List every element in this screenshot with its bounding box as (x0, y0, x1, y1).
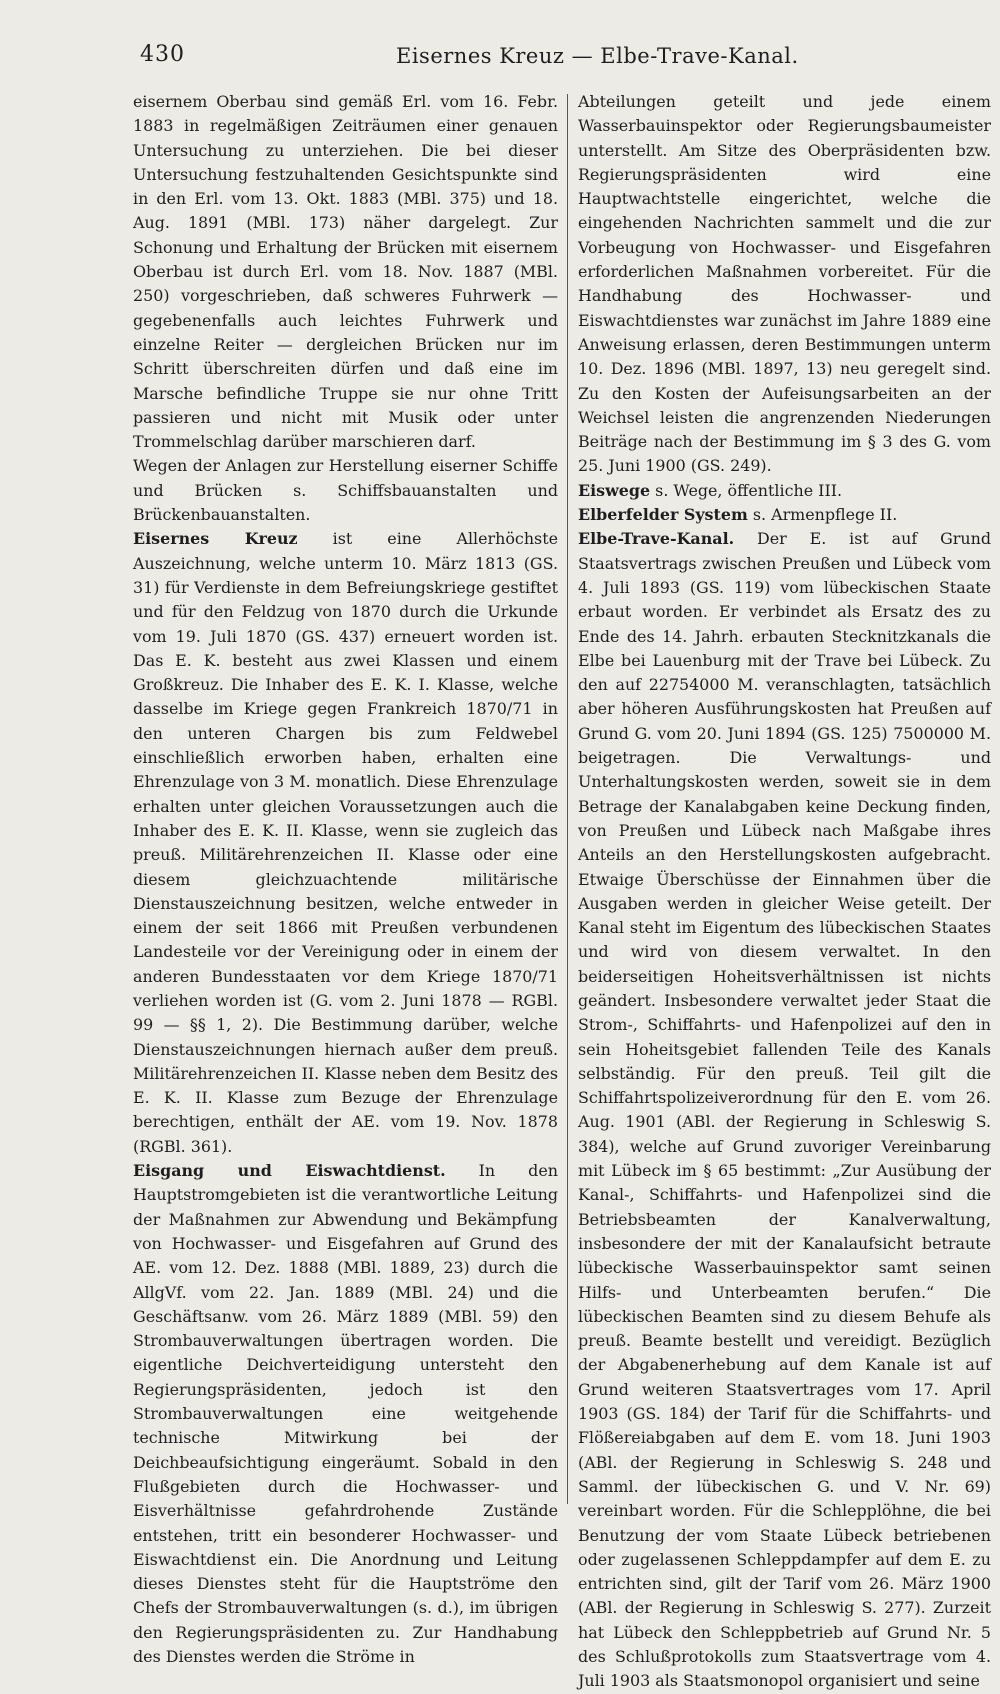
page-number: 430 (140, 42, 185, 67)
entry-keyword: Elberfelder System (578, 505, 748, 525)
left-column (133, 90, 559, 1666)
entry-eiswege (578, 479, 991, 503)
running-title: Eisernes Kreuz — Elbe-Trave-Kanal. (396, 44, 799, 68)
entry-keyword: Eisernes Kreuz (133, 529, 298, 549)
entry-text: Der E. ist auf Grund Staatsvertrags zwischen Preußen und Lübeck vom 4. Juli 1893 (GS. 119) vom lübeckischen Staate erbaut worden. Er verbindet als Ersatz des zu Ende des 14. Jahrh. erbauten Stecknitzkanals die Elbe bei Lauenburg mit der Trave bei Lübeck. Zu den auf 22754000 M. veranschlagten, tatsächlich aber höheren Ausführungskosten hat Preußen auf Grund G. vom 20. Juni 1894 (GS. 125) 7500000 M. beigetragen. Die Verwaltungs- und Unterhaltungskosten werden, soweit sie in dem Betrage der Kanalabgaben keine Deckung finden, von Preußen und Lübeck nach Maßgabe ihres Anteils an den Herstellungskosten aufgebracht. Etwaige Überschüsse der Einnahmen über die Ausgaben werden in gleicher Weise geteilt. Der Kanal steht im Eigentum des lübeckischen Staates und wird von diesem verwaltet. In den beiderseitigen Hoheitsverhältnissen ist nichts geändert. Insbesondere verwaltet jeder Staat die Strom-, Schiffahrts- und Hafenpolizei auf den in sein Hoheitsgebiet fallenden Teile des Kanals selbständig. Für den preuß. Teil gilt die Schiffahrtspolizeiverordnung für den E. vom 26. Aug. 1901 (ABl. der Regierung in Schleswig S. 384), welche auf Grund zuvoriger Vereinbarung mit Lübeck im § 65 bestimmt: „Zur Ausübung der Kanal-, Schiffahrts- und Hafenpolizei sind die Betriebsbeamten der Kanalverwaltung, insbesondere der mit der Kanalaufsicht betraute lübeckische Wasserbauinspektor samt seinen Hilfs- und Unterbeamten berufen.“ Die lübeckischen Beamten sind zu diesem Behufe als preuß. Beamte bestellt und vereidigt. Bezüglich der Abgabenerhebung auf dem Kanale ist auf Grund weiteren Staatsvertrages vom 17. April 1903 (GS. 184) der Tarif für die Schiffahrts- und Flößereiabgaben auf dem E. vom 18. Juni 1903 (ABl. der Regierung in Schleswig S. 248 und Samml. der lübeckischen G. und V. Nr. 69) vereinbart worden. Für die Schlepplöhne, die bei Benutzung der vom Staate Lübeck betriebenen oder zugelassenen Schleppdampfer auf dem E. zu entrichten sind, gilt der Tarif vom 26. März 1900 (ABl. der Regierung in Schleswig S. 277). Zurzeit hat Lübeck den Schleppbetrieb auf Grund Nr. 5 des Schlußprotokolls zum Staatsvertrage vom 4. Juli 1903 als Staatsmonopol organisiert und seine (578, 529, 991, 1691)
entry-eisgang (133, 1159, 558, 1669)
entry-text: In den Hauptstromgebieten ist die verantwortliche Leitung der Maßnahmen zur Abwendung und Bekämpfung von Hochwasser- und Eisgefahren auf Grund des AE. vom 12. Dez. 1888 (MBl. 1889, 23) durch die AllgVf. vom 22. Jan. 1889 (MBl. 24) und die Geschäftsanw. vom 26. März 1889 (MBl. 59) den Strombauverwaltungen übertragen worden. Die eigentliche Deichverteidigung untersteht den Regierungspräsidenten, jedoch ist den Strombauverwaltungen eine weitgehende technische Mitwirkung bei der Deichbeaufsichtigung eingeräumt. Sobald in den Flußgebieten durch die Hochwasser- und Eisverhältnisse gefahrdrohende Zustände entstehen, tritt ein besonderer Hochwasser- und Eiswachtdienst ein. Die Anordnung und Leitung dieses Dienstes steht für die Hauptströme den Chefs der Strombauverwaltungen (s. d.), im übrigen den Regierungspräsidenten zu. Zur Handhabung des Dienstes werden die Ströme in (133, 1161, 558, 1666)
paragraph-schiffe: Wegen der Anlagen zur Herstellung eiserner Schiffe und Brücken s. Schiffsbauanstalten und Brückenbauanstalten. (133, 456, 558, 525)
entry-text: s. Wege, öffentliche III. (650, 480, 843, 500)
entry-text: s. Armenpflege II. (747, 505, 898, 525)
paragraph-abteilungen: Abteilungen geteilt und jede einem Wasserbauinspektor oder Regierungsbaumeister unterstellt. Am Sitze des Oberpräsidenten bzw. Regierungspräsidenten wird eine Hauptwachtstelle eingerichtet, welche die eingehenden Nachrichten sammelt und die zur Vorbeugung von Hochwasser- und Eisgefahren erforderlichen Maßnahmen vorbereitet. Für die Handhabung des Hochwasser- und Eiswachtdienstes war zunächst im Jahre 1889 eine Anweisung erlassen, deren Bestimmungen unterm 10. Dez. 1896 (MBl. 1897, 13) neu geregelt sind. Zu den Kosten der Aufeisungsarbeiten an der Weichsel leisten die angrenzenden Niederungen Beiträge nach der Bestimmung im § 3 des G. vom 25. Juni 1900 (GS. 249). (578, 92, 991, 476)
entry-text: ist eine Allerhöchste Auszeichnung, welche unterm 10. März 1813 (GS. 31) für Verdienste in dem Befreiungskriege gestiftet und für den Feldzug von 1870 durch die Urkunde vom 19. Juli 1870 (GS. 437) erneuert worden ist. Das E. K. besteht aus zwei Klassen und einem Großkreuz. Die Inhaber des E. K. I. Klasse, welche dasselbe im Kriege gegen Frankreich 1870/71 in den unteren Chargen bis zum Feldwebel einschließlich erworben haben, erhalten eine Ehrenzulage von 3 M. monatlich. Diese Ehrenzulage erhalten unter gleichen Voraussetzungen auch die Inhaber des E. K. II. Klasse, wenn sie zugleich das preuß. Militärehrenzeichen II. Klasse oder eine diesem gleichzuachtende militärische Dienstauszeichnung besitzen, welche entweder in einem der seit 1866 mit Preußen verbundenen Landesteile vor der Vereinigung oder in einem der anderen Bundesstaaten vor dem Kriege 1870/71 verliehen worden ist (G. vom 2. Juni 1878 — RGBl. 99 — §§ 1, 2). Die Bestimmung darüber, welche Dienstauszeichnungen hiernach außer dem preuß. Militärehrenzeichen II. Klasse neben dem Besitz des E. K. II. Klasse zum Bezuge der Ehrenzulage berechtigen, enthält der AE. vom 19. Nov. 1878 (RGBl. 361). (133, 529, 559, 1156)
entry-elberfelder-system (578, 503, 991, 527)
paragraph-oberbau: eisernem Oberbau sind gemäß Erl. vom 16. Febr. 1883 in regelmäßigen Zeiträumen einer genauen Untersuchung zu unterziehen. Die bei dieser Untersuchung festzuhaltenden Gesichtspunkte sind in den Erl. vom 13. Okt. 1883 (MBl. 375) und 18. Aug. 1891 (MBl. 173) näher dargelegt. Zur Schonung und Erhaltung der Brücken mit eisernem Oberbau ist durch Erl. vom 18. Nov. 1887 (MBl. 250) vorgeschrieben, daß schweres Fuhrwerk — gegebenenfalls auch leichtes Fuhrwerk und einzelne Reiter — dergleichen Brücken nur im Schritt überschreiten dürfen und daß eine im Marsche befindliche Truppe sie nur ohne Tritt passieren und nicht mit Musik oder unter Trommelschlag darüber marschieren darf. (133, 92, 558, 452)
entry-keyword: Eisgang und Eiswachtdienst. (133, 1161, 446, 1181)
entry-eisernes-kreuz (133, 527, 558, 1159)
page-header (128, 38, 968, 78)
entry-keyword: Eiswege (578, 480, 651, 500)
entry-keyword: Elbe-Trave-Kanal. (578, 529, 735, 549)
entry-elbe-trave-kanal (578, 527, 991, 1693)
column-divider (567, 94, 568, 1504)
right-column (578, 90, 991, 1691)
